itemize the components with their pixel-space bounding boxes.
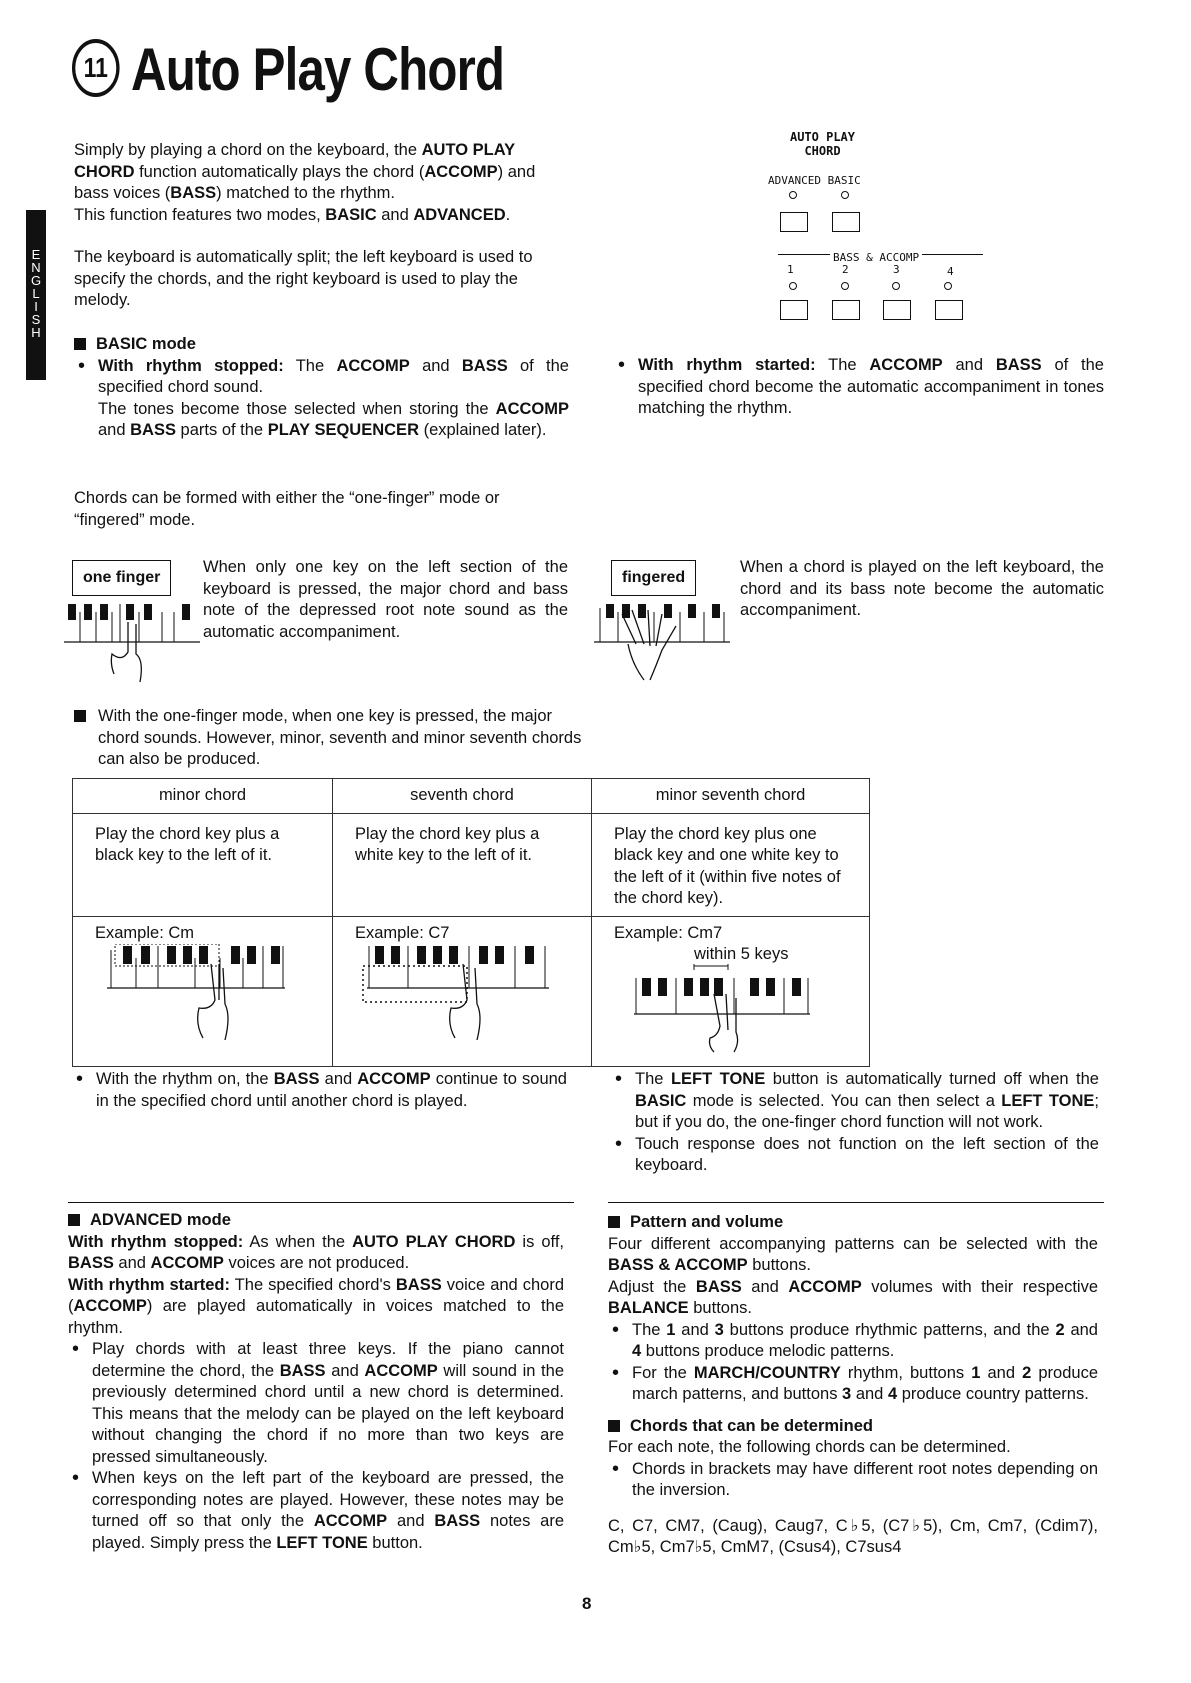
- side-tab-letter: I: [34, 299, 38, 314]
- determined-intro: For each note, the following chords can be determined.: [608, 1438, 1011, 1456]
- pattern-paragraph-1: Four different accompanying patterns can be selected with the BASS & ACCOMP buttons.: [608, 1234, 1098, 1274]
- example-cm-label: Example: Cm: [95, 923, 195, 942]
- divider-left: [68, 1202, 574, 1203]
- one-finger-label: one finger: [72, 560, 171, 596]
- advanced-three-keys-bullet: • Play chords with at least three keys. If the piano cannot determine the chord, the BASS and ACCOMP will sound in the previously determined chord until a new chord is determined. This means that the melody can be played on the left keyboard without changing the chord if no more than two keys are pressed simultaneously.: [68, 1339, 564, 1468]
- header-minor-seventh-chord: minor seventh chord: [592, 779, 870, 814]
- basic-stopped-bullet: • With rhythm stopped: The ACCOMP and BASS of the specified chord sound.: [74, 356, 569, 399]
- chord-table-header-row: [73, 779, 870, 814]
- one-finger-note: With the one-finger mode, when one key is pressed, the major chord sounds. However, minor, seventh and minor seventh chords can also be produced.: [74, 706, 593, 771]
- pattern-button-1[interactable]: [780, 300, 808, 320]
- fingered-description: When a chord is played on the left keyboard, the chord and its bass note become the automatic accompaniment.: [740, 558, 1104, 619]
- pattern4-led-icon: [944, 282, 952, 290]
- c7-keyboard-illustration: [355, 944, 555, 1044]
- pattern3-led-icon: [892, 282, 900, 290]
- button-number-2: 2: [842, 263, 849, 276]
- one-finger-description: When only one key on the left section of the keyboard is pressed, the major chord and bass note of the depressed root note sound as the automatic accompaniment.: [203, 558, 568, 641]
- chord-table-description-row: [73, 813, 870, 916]
- determined-bullet: • Chords in brackets may have different root notes depending on the inversion.: [608, 1459, 1098, 1502]
- pattern-button-2[interactable]: [832, 300, 860, 320]
- pattern-volume-section: [608, 1212, 1098, 1559]
- desc-seventh-chord: Play the chord key plus a white key to the left of it.: [333, 813, 592, 916]
- pattern-bullet-1: • The 1 and 3 buttons produce rhythmic patterns, and the 2 and 4 buttons produce melodic patterns.: [608, 1320, 1098, 1363]
- chord-table: [72, 778, 870, 1067]
- advanced-button[interactable]: [780, 212, 808, 232]
- button-number-4: 4: [947, 265, 954, 278]
- pattern-button-3[interactable]: [883, 300, 911, 320]
- example-cm-cell: [73, 916, 333, 1067]
- touch-response-note: • Touch response does not function on the left section of the keyboard.: [611, 1134, 1099, 1177]
- button-number-3: 3: [893, 263, 900, 276]
- panel-title: AUTO PLAY CHORD: [789, 130, 856, 158]
- advanced-mode-section: [68, 1210, 564, 1554]
- button-number-1: 1: [787, 263, 794, 276]
- determined-chord-list: C, C7, CM7, (Caug), Caug7, C♭5, (C7♭5), Cm, Cm7, (Cdim7), Cm♭5, Cm7♭5, CmM7, (Csus4), C7sus4: [608, 1516, 1098, 1556]
- pattern-button-4[interactable]: [935, 300, 963, 320]
- cm7-keyboard-illustration: [614, 964, 814, 1054]
- left-tone-note: • The LEFT TONE button is automatically turned off when the BASIC mode is selected. You can then select a LEFT TONE; but if you do, the one-finger chord function will not work.: [611, 1069, 1099, 1134]
- example-cm7-cell: [592, 916, 870, 1067]
- fingered-label: fingered: [611, 560, 696, 596]
- within-five-keys-label: within 5 keys: [694, 945, 789, 963]
- cm-keyboard-illustration: [95, 944, 295, 1044]
- advanced-stopped-text: With rhythm stopped: As when the AUTO PLAY CHORD is off, BASS and ACCOMP voices are not produced.: [68, 1232, 564, 1272]
- determined-heading: Chords that can be determined: [608, 1416, 1098, 1438]
- right-notes: [611, 1069, 1099, 1177]
- intro-paragraph-3: The keyboard is automatically split; the left keyboard is used to specify the chords, and the right keyboard is used to play the melody.: [74, 248, 533, 309]
- panel-modes-label: ADVANCED BASIC: [768, 174, 861, 187]
- divider-right: [608, 1202, 1104, 1203]
- basic-mode-heading: BASIC mode: [74, 334, 569, 356]
- header-seventh-chord: seventh chord: [333, 779, 592, 814]
- basic-button[interactable]: [832, 212, 860, 232]
- chapter-number: 11: [72, 39, 120, 97]
- intro-paragraph-2: This function features two modes, BASIC and ADVANCED.: [74, 205, 511, 224]
- basic-tones-text: The tones become those selected when storing the ACCOMP and BASS parts of the PLAY SEQUENCER (explained later).: [98, 399, 569, 439]
- modes-intro: Chords can be formed with either the “one-finger” mode or “fingered” mode.: [74, 489, 500, 529]
- side-tab-letter: N: [31, 260, 41, 275]
- chord-table-example-row: [73, 916, 870, 1067]
- side-tab-letter: H: [31, 325, 41, 340]
- page-title: [72, 30, 504, 110]
- basic-started-bullet: • With rhythm started: The ACCOMP and BASS of the specified chord become the automatic accompaniment in tones matching the rhythm.: [614, 355, 1104, 420]
- side-tab-letter: S: [31, 312, 41, 327]
- desc-minor-chord: Play the chord key plus a black key to the left of it.: [73, 813, 333, 916]
- auto-play-chord-panel-diagram: [760, 130, 970, 330]
- basic-mode-section: [74, 334, 569, 442]
- bass-accomp-label: BASS & ACCOMP: [830, 247, 922, 269]
- header-minor-chord: minor chord: [73, 779, 333, 814]
- desc-minor-seventh-chord: Play the chord key plus one black key and one white key to the left of it (within five notes of the chord key).: [592, 813, 870, 916]
- example-c7-label: Example: C7: [355, 923, 450, 942]
- language-side-tab: [26, 210, 46, 380]
- side-tab-letter: E: [31, 247, 41, 262]
- title-text: Auto Play Chord: [131, 36, 505, 103]
- intro-section: [74, 140, 569, 312]
- advanced-started-text: With rhythm started: The specified chord's BASS voice and chord (ACCOMP) are played automatically in voices matched to the rhythm.: [68, 1275, 564, 1337]
- pattern-bullet-2: • For the MARCH/COUNTRY rhythm, buttons 1 and 2 produce march patterns, and buttons 3 and 4 produce country patterns.: [608, 1363, 1098, 1406]
- advanced-left-tone-bullet: • When keys on the left part of the keyboard are pressed, the corresponding notes are played. However, these notes may be turned off so that only the ACCOMP and BASS notes are played. Simply press the LEFT TONE button.: [68, 1468, 564, 1554]
- side-tab-letter: G: [30, 273, 42, 288]
- fingered-box: [611, 560, 696, 596]
- basic-led-icon: [841, 191, 849, 199]
- pattern-volume-heading: Pattern and volume: [608, 1212, 1098, 1234]
- one-finger-box: [72, 560, 171, 596]
- intro-paragraph-1: Simply by playing a chord on the keyboard, the AUTO PLAY CHORD function automatically plays the chord (ACCOMP) and bass voices (BASS) matched to the rhythm.: [74, 141, 536, 202]
- side-tab-letter: L: [32, 286, 40, 301]
- pattern-paragraph-2: Adjust the BASS and ACCOMP volumes with their respective BALANCE buttons.: [608, 1277, 1099, 1317]
- pattern1-led-icon: [789, 282, 797, 290]
- example-c7-cell: [333, 916, 592, 1067]
- page-number: 8: [582, 1594, 592, 1613]
- one-finger-keyboard-illustration: [62, 602, 202, 684]
- example-cm7-label: Example: Cm7: [614, 923, 723, 942]
- advanced-mode-heading: ADVANCED mode: [68, 1210, 564, 1232]
- pattern2-led-icon: [841, 282, 849, 290]
- fingered-keyboard-illustration: [592, 600, 732, 682]
- advanced-led-icon: [789, 191, 797, 199]
- rhythm-on-note: • With the rhythm on, the BASS and ACCOMP continue to sound in the specified chord until another chord is played.: [72, 1069, 567, 1112]
